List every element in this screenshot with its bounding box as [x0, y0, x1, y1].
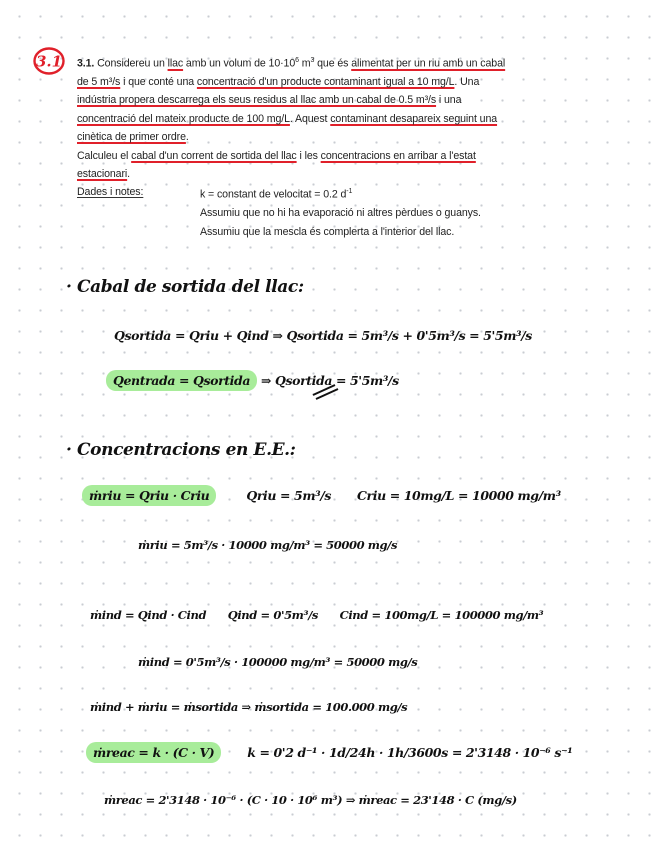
statement-line: estacionari.: [77, 167, 130, 180]
industry-mass-flow-result: ṁind = 0'5m³/s · 100000 mg/m³ = 50000 mg/s: [138, 655, 418, 669]
mass-balance-row: [106, 373, 399, 388]
problem-statement: [77, 52, 577, 241]
underlined-phrase: concentració del mateix producte de 100 mg/L: [77, 112, 290, 125]
industry-mass-flow-row: [90, 608, 543, 622]
note-no-evaporation: Assumiu que no hi ha evaporació ni altres pèrdues o guanys.: [200, 207, 481, 220]
problem-label: 3.1.: [77, 57, 95, 70]
data-notes-label: Dades i notes:: [77, 186, 144, 199]
result-double-underline-icon: [310, 382, 340, 402]
statement-line: 3.1. Considereu un llac amb un volum de $10\cdot 10^6$ $m^3$ que és alimentat per un riu amb un cabal: [77, 57, 506, 70]
underlined-phrase: alimentat per un riu amb un cabal: [351, 57, 506, 70]
problem-number-text: 3.1: [35, 52, 63, 71]
industry-concentration-value: Cind = 100mg/L = 100000 mg/m³: [339, 608, 544, 622]
underlined-phrase: concentracions en arribar a l'estat: [320, 149, 476, 162]
underlined-phrase: llac: [167, 57, 184, 70]
statement-line: cinètica de primer ordre.: [77, 131, 189, 144]
underlined-phrase: de 5 m³/s: [77, 75, 121, 88]
underlined-phrase: indústria propera descarrega els seus residus al llac amb un cabal de 0.5 m³/s: [77, 94, 437, 107]
underlined-phrase: cinètica de primer ordre: [77, 131, 186, 144]
section-concentrations-title: · Concentracions en E.E.:: [66, 440, 296, 460]
highlighted-river-mass-flow: ṁriu = Qriu · Criu: [82, 485, 216, 506]
highlighted-reaction-rate: ṁreac = k · (C · V): [86, 742, 221, 763]
river-mass-flow-result: ṁriu = 5m³/s · 10000 mg/m³ = 50000 mg/s: [138, 538, 398, 552]
river-mass-flow-row: [82, 488, 561, 503]
outflow-result: ⇒ Qsortida = 5'5m³/s: [260, 373, 399, 388]
outflow-mass-flow-result: ṁind + ṁriu = ṁsortida ⇒ ṁsortida = 100.000 mg/s: [90, 700, 408, 714]
section-outflow-title: · Cabal de sortida del llac:: [66, 277, 304, 297]
highlighted-flow-balance: Qentrada = Qsortida: [106, 370, 257, 391]
data-notes-row: [77, 183, 577, 204]
statement-line: de 5 m³/s i que conté una concentració d'un producte contaminant igual a 10 mg/L. Una: [77, 75, 480, 88]
problem-number-badge: [33, 46, 67, 76]
note-complete-mixing: Assumiu que la mescla és complerta a l'interior del llac.: [200, 225, 455, 238]
industry-flow-value: Qind = 0'5m³/s: [227, 608, 318, 622]
statement-line: indústria propera descarrega els seus residus al llac amb un cabal de 0.5 m³/s i una: [77, 94, 462, 107]
rate-constant-note: k = constant de velocitat = 0.2 $d^{-1}$: [200, 188, 353, 201]
reaction-rate-result: ṁreac = 2'3148 · 10⁻⁶ · (C · 10 · 10⁶ m³) ⇒ ṁreac = 23'148 · C (mg/s): [104, 793, 517, 807]
underlined-phrase: cabal d'un corrent de sortida del llac: [131, 149, 297, 162]
industry-mass-flow-formula: ṁind = Qind · Cind: [90, 608, 207, 622]
reaction-rate-row: [86, 745, 572, 760]
statement-line: concentració del mateix producte de 100 mg/L. Aquest contaminant desapareix seguint una: [77, 112, 498, 125]
river-concentration-value: Criu = 10mg/L = 10000 mg/m³: [356, 488, 561, 503]
statement-line: Calculeu el cabal d'un corrent de sortida del llac i les concentracions en arribar a l'estat: [77, 149, 476, 162]
outflow-equation: Qsortida = Qriu + Qind ⇒ Qsortida = 5m³/s + 0'5m³/s = 5'5m³/s: [114, 328, 532, 343]
river-flow-value: Qriu = 5m³/s: [246, 488, 332, 503]
underlined-phrase: concentració d'un producte contaminant igual a 10 mg/L: [196, 75, 455, 88]
statement-text: [77, 52, 577, 183]
underlined-phrase: contaminant desapareix seguint una: [330, 112, 498, 125]
underlined-phrase: estacionari: [77, 167, 128, 180]
rate-constant-conversion: k = 0'2 d⁻¹ · 1d/24h · 1h/3600s = 2'3148 · 10⁻⁶ s⁻¹: [247, 745, 573, 760]
